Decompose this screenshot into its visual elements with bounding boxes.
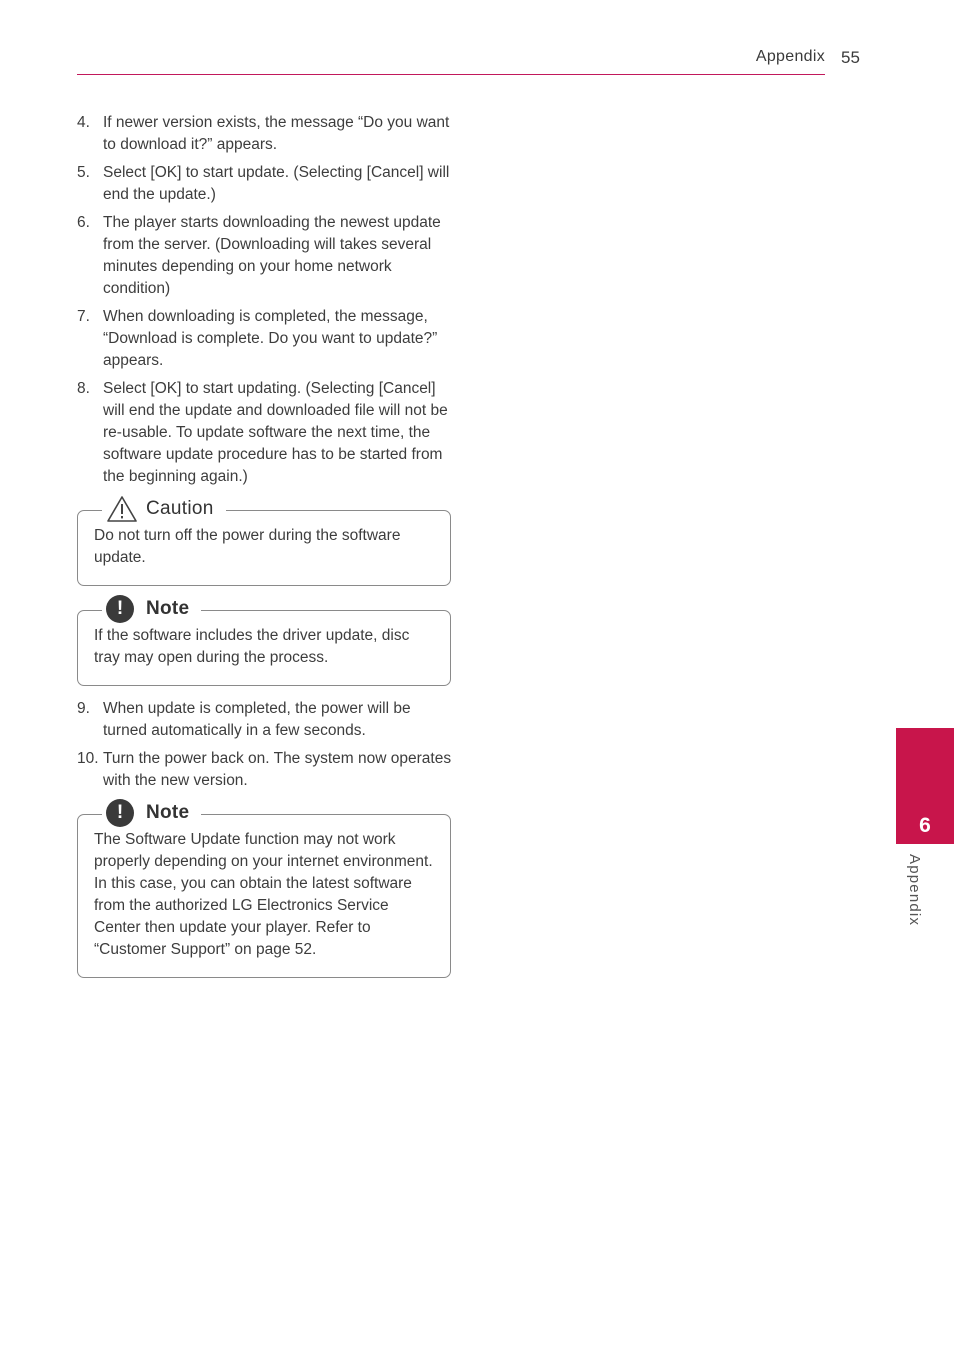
step-number: 5. xyxy=(77,164,90,181)
note-box xyxy=(77,598,451,686)
list-item xyxy=(77,112,455,156)
page-number: 55 xyxy=(841,48,860,67)
step-text: Select [OK] to start update. (Selecting [Cancel] will end the update.) xyxy=(103,164,450,203)
list-item xyxy=(77,212,455,300)
list-item xyxy=(77,748,455,792)
step-text: When update is completed, the power will be turned automatically in a few seconds. xyxy=(103,700,411,739)
exclamation-icon: ! xyxy=(106,595,134,623)
caution-title: Caution xyxy=(146,498,214,519)
chapter-number: 6 xyxy=(919,814,931,837)
steps-list-b xyxy=(77,698,455,792)
header-section-title: Appendix xyxy=(755,48,825,65)
note-title: Note xyxy=(146,598,190,619)
exclamation-icon: ! xyxy=(106,799,134,827)
header-rule xyxy=(77,74,825,75)
step-number: 7. xyxy=(77,308,90,325)
note-heading xyxy=(102,595,201,623)
list-item xyxy=(77,698,455,742)
step-number: 8. xyxy=(77,380,90,397)
main-content xyxy=(77,112,455,990)
caution-text: Do not turn off the power during the software update. xyxy=(94,527,401,566)
note-text: The Software Update function may not work properly depending on your internet environment. In this case, you can obtain the latest software from the authorized LG Electronics Service Center then update your player. Refer to “Customer Support” on page 52. xyxy=(94,831,433,958)
steps-list-a xyxy=(77,112,455,488)
list-item xyxy=(77,306,455,372)
list-item xyxy=(77,162,455,206)
step-text: If newer version exists, the message “Do you want to download it?” appears. xyxy=(103,114,450,153)
step-text: When downloading is completed, the message, “Download is complete. Do you want to update?” appears. xyxy=(103,308,438,369)
chapter-tab xyxy=(896,728,954,844)
list-item xyxy=(77,378,455,488)
caution-box xyxy=(77,498,451,586)
step-text: The player starts downloading the newest update from the server. (Downloading will takes several minutes depending on your home network condition) xyxy=(103,214,441,297)
warning-triangle-icon xyxy=(106,495,138,523)
step-number: 10. xyxy=(77,750,99,767)
note-title: Note xyxy=(146,802,190,823)
note-heading xyxy=(102,799,201,827)
note-text: If the software includes the driver update, disc tray may open during the process. xyxy=(94,627,410,666)
step-number: 4. xyxy=(77,114,90,131)
chapter-label: Appendix xyxy=(906,854,923,927)
step-text: Turn the power back on. The system now operates with the new version. xyxy=(103,750,452,789)
step-number: 6. xyxy=(77,214,90,231)
caution-heading xyxy=(102,495,226,523)
note-box xyxy=(77,802,451,978)
step-number: 9. xyxy=(77,700,90,717)
step-text: Select [OK] to start updating. (Selecting [Cancel] will end the update and downloaded file will not be re-usable. To update software the next time, the software update procedure has to be started from the beginning again.) xyxy=(103,380,448,485)
